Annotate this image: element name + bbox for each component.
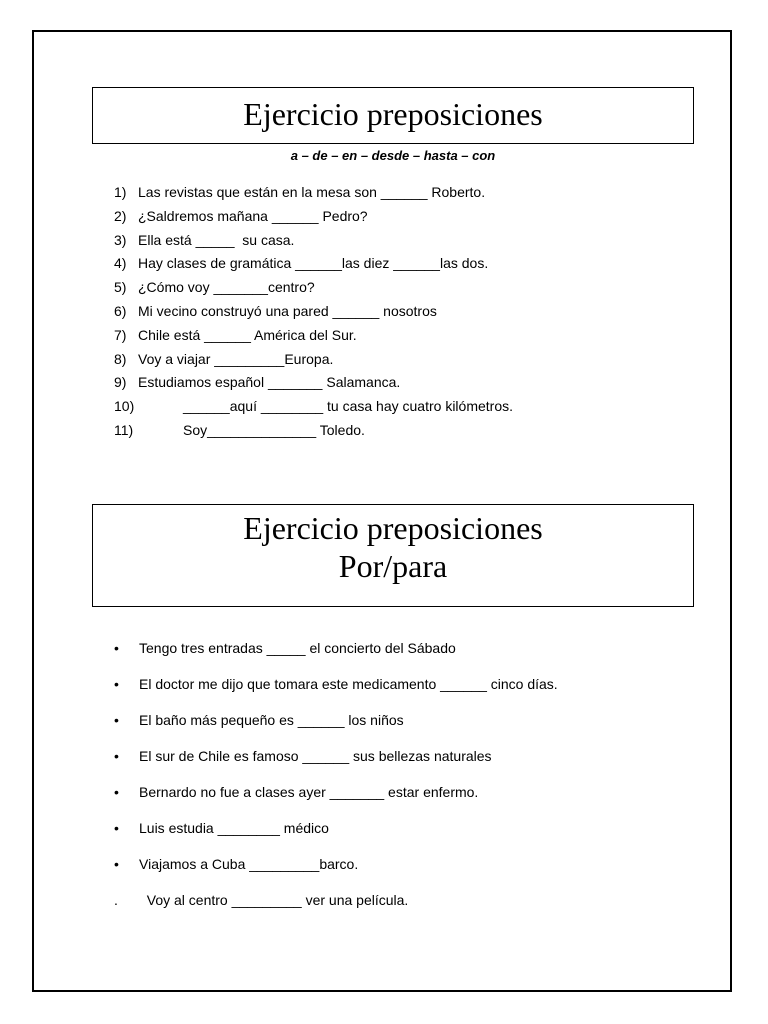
bullet-marker: • [114, 820, 119, 836]
item-number: 5) [114, 279, 127, 296]
item-text: Tengo tres entradas _____ el concierto del Sábado [139, 640, 456, 656]
list-item [114, 325, 513, 349]
item-text: Las revistas que están en la mesa son ______ Roberto. [138, 184, 486, 200]
item-text: Estudiamos español _______ Salamanca. [138, 374, 401, 391]
list-item [114, 890, 558, 926]
list-item [114, 782, 558, 818]
item-text: Bernardo no fue a clases ayer _______ estar enfermo. [139, 784, 479, 800]
list-item [114, 301, 513, 325]
bullet-marker: • [114, 784, 119, 800]
item-text: Chile está ______ América del Sur. [138, 326, 357, 343]
list-item [114, 372, 513, 396]
bullet-marker: • [114, 856, 119, 872]
item-text: ______aquí ________ tu casa hay cuatro kilómetros. [183, 398, 514, 415]
item-text: Soy______________ Toledo. [183, 421, 365, 438]
list-item [114, 674, 558, 710]
item-text: El doctor me dijo que tomara este medicamento ______ cinco días. [139, 676, 558, 692]
list-item [114, 253, 513, 277]
item-text: Viajamos a Cuba _________barco. [139, 856, 359, 872]
list-item [114, 746, 558, 782]
item-text: Voy a viajar _________Europa. [138, 350, 334, 367]
list-item [114, 818, 558, 854]
item-text: ¿Saldremos mañana ______ Pedro? [138, 207, 368, 224]
list-item [114, 277, 513, 301]
item-number: 6) [114, 302, 127, 319]
item-number: 4) [114, 255, 127, 272]
item-text: Voy al centro _________ ver una película. [139, 892, 409, 908]
bullet-marker: • [114, 640, 119, 656]
bullet-marker: • [114, 676, 119, 692]
list-item [114, 420, 513, 444]
prepositions-list: a – de – en – desde – hasta – con [290, 148, 496, 163]
list-item [114, 230, 513, 254]
bullet-marker: • [114, 712, 119, 728]
bullet-exercise-list [114, 638, 558, 926]
section2-subtitle: Por/para [338, 548, 448, 584]
item-text: ¿Cómo voy _______centro? [138, 279, 315, 296]
item-number: 1) [114, 184, 127, 200]
item-text: El sur de Chile es famoso ______ sus bellezas naturales [139, 748, 492, 764]
item-text: El baño más pequeño es ______ los niños [139, 712, 404, 728]
bullet-marker: . [114, 892, 118, 908]
item-number: 11) [114, 421, 134, 438]
list-item [114, 396, 513, 420]
section2-title-box [92, 504, 694, 607]
item-number: 7) [114, 326, 127, 343]
list-item [114, 349, 513, 373]
list-item [114, 206, 513, 230]
item-number: 9) [114, 374, 127, 391]
item-text: Ella está _____ su casa. [138, 231, 295, 248]
list-item [114, 854, 558, 890]
section2-title: Ejercicio preposiciones [243, 510, 543, 546]
item-number: 3) [114, 231, 127, 248]
item-text: Mi vecino construyó una pared ______ nosotros [138, 302, 437, 319]
list-item [114, 710, 558, 746]
section1-title: Ejercicio preposiciones [243, 96, 543, 132]
list-item [114, 182, 513, 206]
numbered-exercise-list [114, 182, 513, 444]
item-number: 2) [114, 207, 127, 224]
item-text: Hay clases de gramática ______las diez ______las dos. [138, 255, 489, 272]
item-number: 10) [114, 398, 135, 415]
section1-title-box [92, 87, 694, 144]
item-text: Luis estudia ________ médico [139, 820, 329, 836]
list-item [114, 638, 558, 674]
item-number: 8) [114, 350, 127, 367]
bullet-marker: • [114, 748, 119, 764]
